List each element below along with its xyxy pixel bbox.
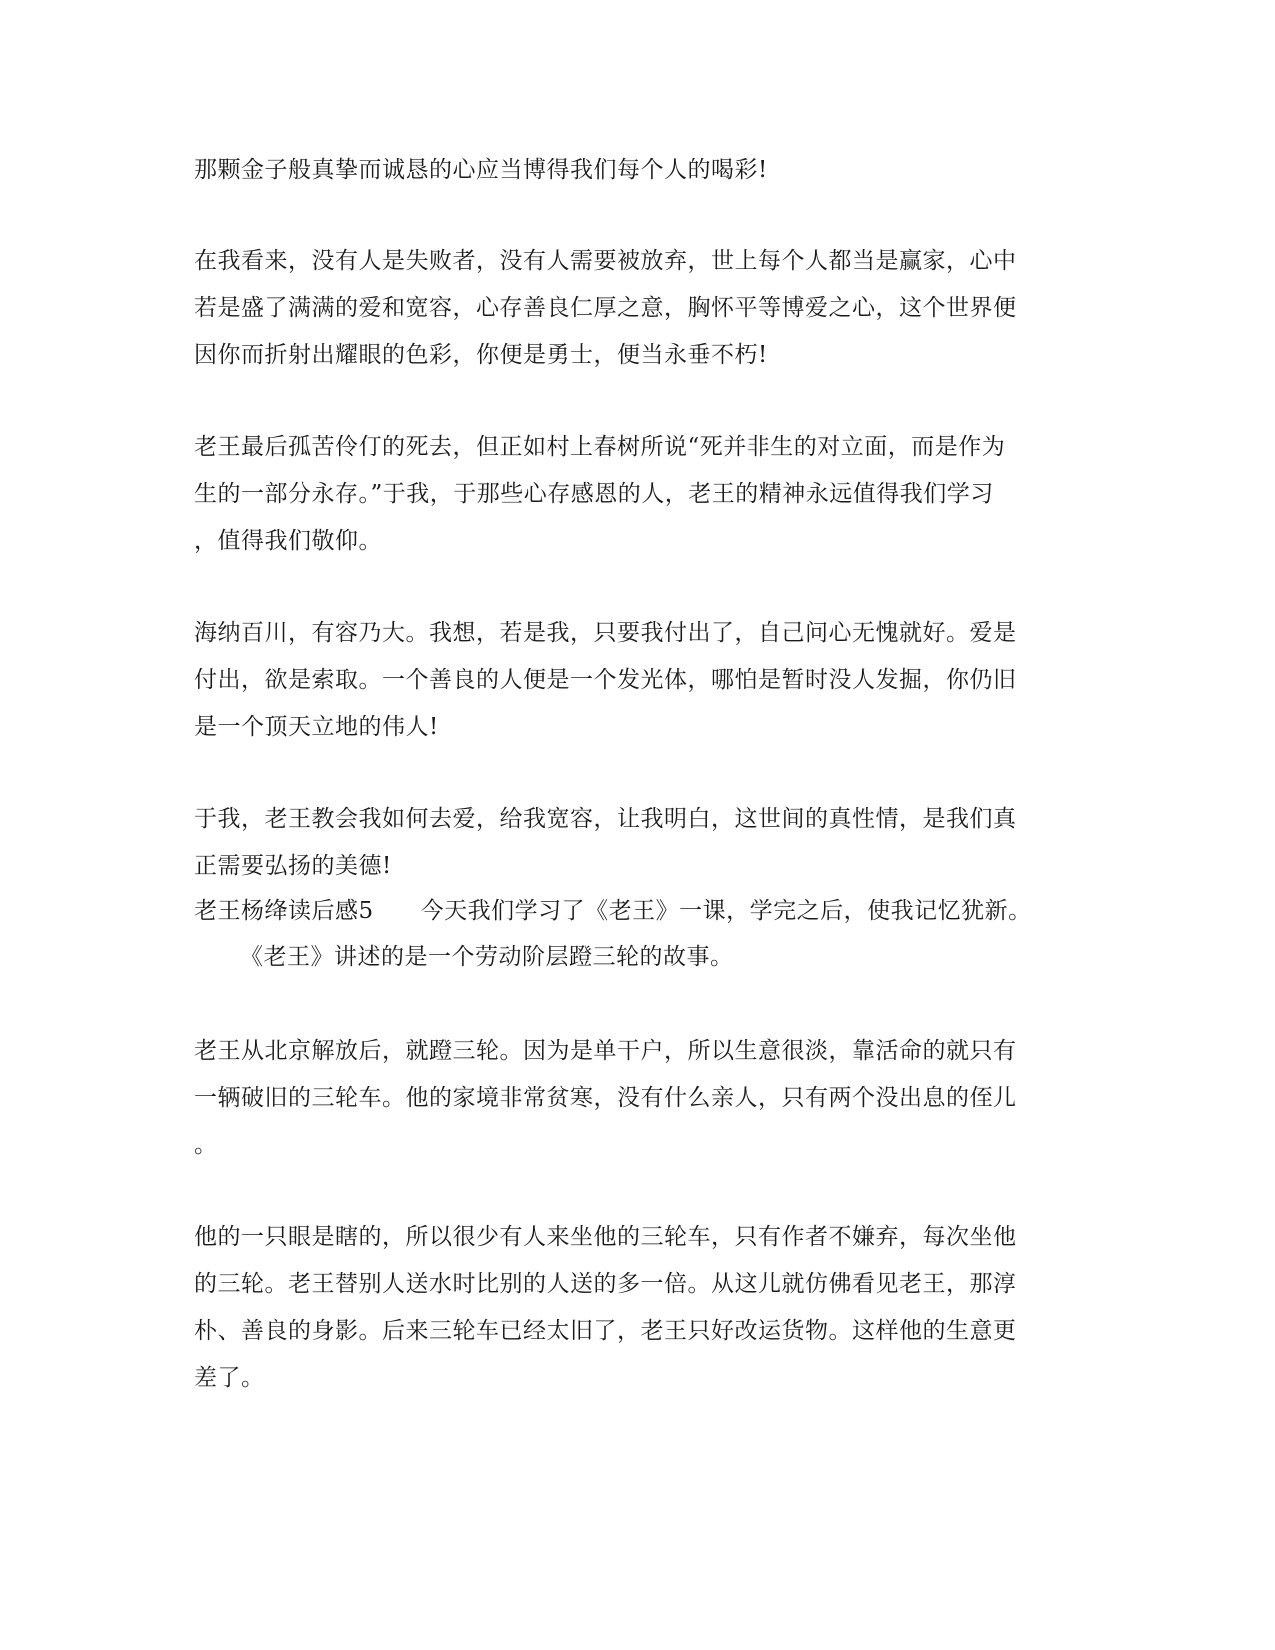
text-line: 那颗金子般真挚而诚恳的心应当博得我们每个人的喝彩! <box>194 157 768 183</box>
text-line: 老王杨绛读后感5 今天我们学习了《老王》一课，学完之后，使我记忆犹新。 <box>194 898 1032 924</box>
text-line: 老王最后孤苦伶仃的死去，但正如村上春树所说“死并非生的对立面，而是作为 <box>194 434 1006 460</box>
text-line: 付出，欲是索取。一个善良的人便是一个发光体，哪怕是暂时没人发掘，你仍旧 <box>194 667 1017 693</box>
text-line: 于我，老王教会我如何去爱，给我宽容，让我明白，这世间的真性情，是我们真 <box>194 806 1017 832</box>
text-line: 朴、善良的身影。后来三轮车已经太旧了，老王只好改运货物。这样他的生意更 <box>194 1318 1017 1344</box>
text-line: 是一个顶天立地的伟人! <box>194 714 439 740</box>
text-line: 若是盛了满满的爱和宽容，心存善良仁厚之意，胸怀平等博爱之心，这个世界便 <box>194 295 1017 321</box>
text-line: 在我看来，没有人是失败者，没有人需要被放弃，世上每个人都当是赢家，心中 <box>194 248 1017 274</box>
text-line: 差了。 <box>194 1365 265 1391</box>
text-line: ，值得我们敬仰。 <box>194 528 382 554</box>
text-line: 《老王》讲述的是一个劳动阶层蹬三轮的故事。 <box>240 944 734 970</box>
text-line: 生的一部分永存。”于我，于那些心存感恩的人，老王的精神永远值得我们学习 <box>194 481 994 507</box>
text-line: 老王从北京解放后，就蹬三轮。因为是单干户，所以生意很淡，靠活命的就只有 <box>194 1038 1017 1064</box>
text-line: 一辆破旧的三轮车。他的家境非常贫寒，没有什么亲人，只有两个没出息的侄儿 <box>194 1085 1017 1111</box>
text-line: 正需要弘扬的美德! <box>194 853 392 879</box>
text-line: 海纳百川，有容乃大。我想，若是我，只要我付出了，自己问心无愧就好。爱是 <box>194 620 1017 646</box>
text-line: 因你而折射出耀眼的色彩，你便是勇士，便当永垂不朽! <box>194 342 768 368</box>
text-line: 他的一只眼是瞎的，所以很少有人来坐他的三轮车，只有作者不嫌弃，每次坐他 <box>194 1224 1017 1250</box>
text-line: 。 <box>194 1132 218 1158</box>
text-line: 的三轮。老王替别人送水时比别的人送的多一倍。从这儿就仿佛看见老王，那淳 <box>194 1271 1017 1297</box>
